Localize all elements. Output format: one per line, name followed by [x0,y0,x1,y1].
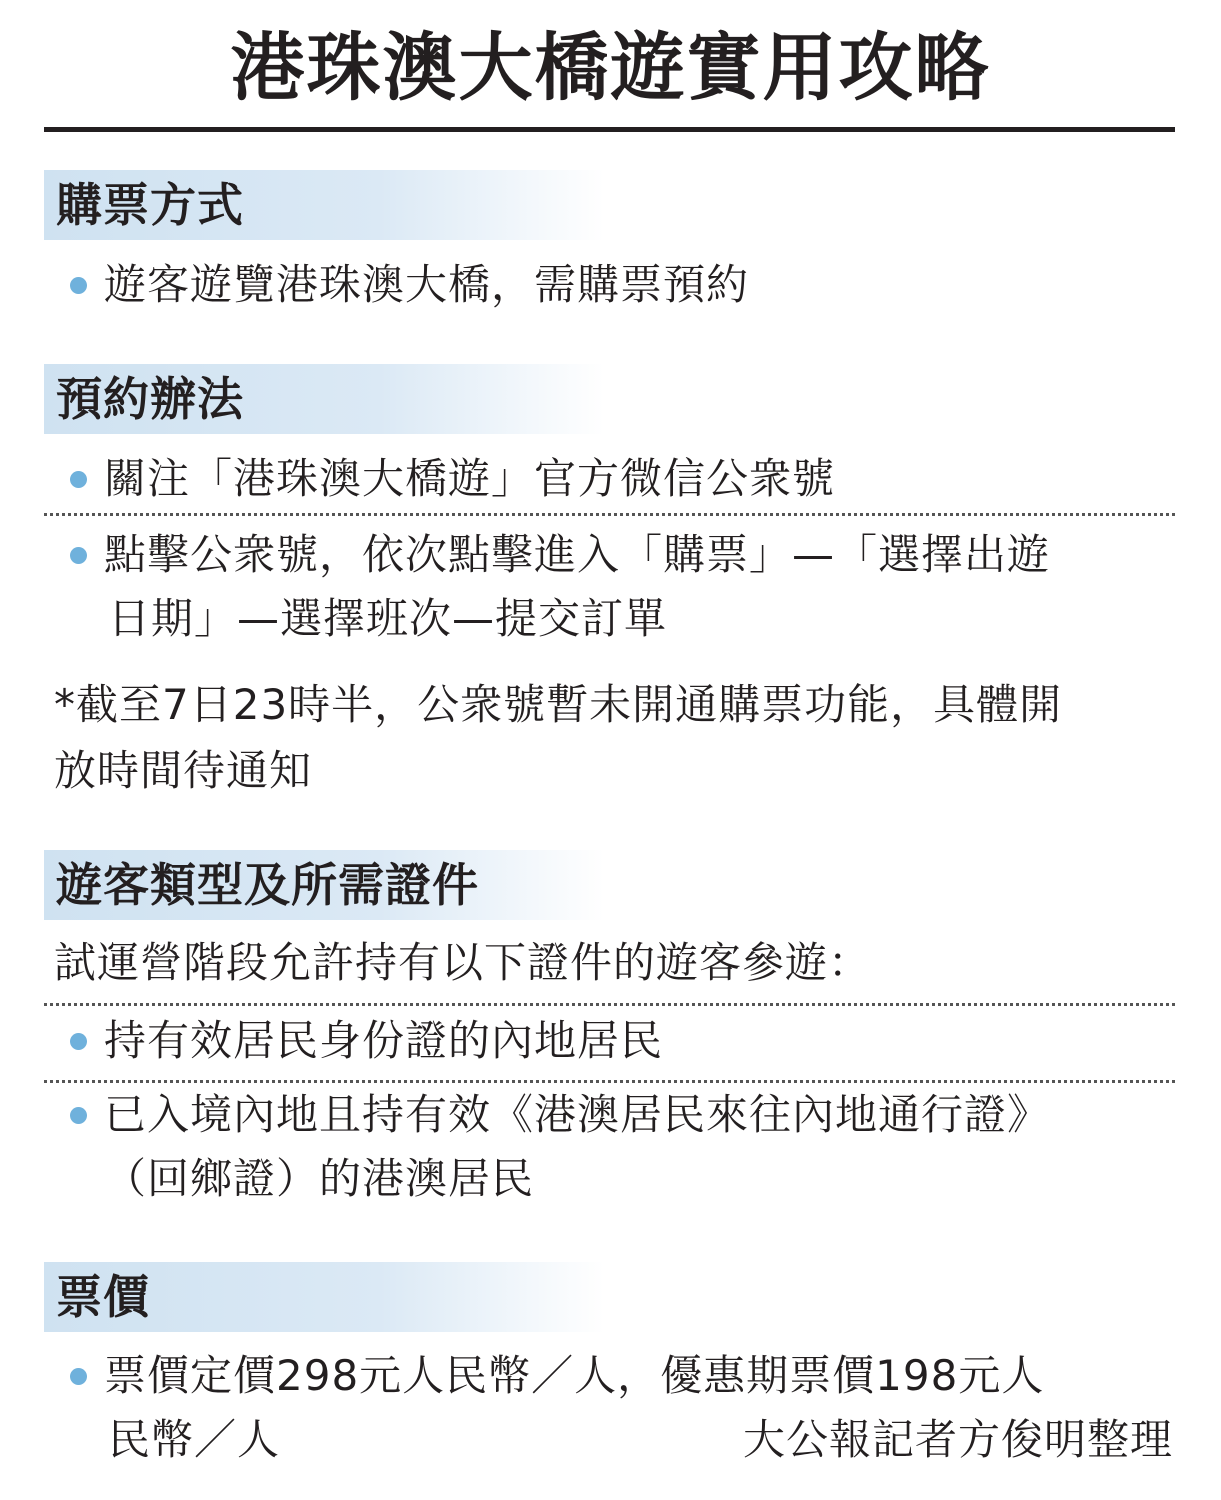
dotted-divider [44,513,1175,516]
section-heading-visitor-types [44,850,604,920]
list-item-continuation: 民幣／人 [108,1415,281,1464]
list-item: 持有效居民身份證的內地居民 [104,1016,664,1065]
dotted-divider [44,1003,1175,1006]
bullet-icon [70,277,87,294]
list-item: 票價定價298元人民幣／人，優惠期票價198元人 [104,1351,1045,1400]
title-divider [44,127,1175,132]
dotted-divider [44,1080,1175,1083]
section-heading-purchase [44,170,604,240]
bullet-icon [70,1368,87,1385]
section-heading-text: 遊客類型及所需證件 [56,858,479,912]
section-heading-text: 票價 [56,1270,150,1324]
section-heading-text: 預約辦法 [56,372,244,426]
list-item: 點擊公衆號，依次點擊進入「購票」—「選擇出遊 [104,530,1051,579]
intro-text: 試運營階段允許持有以下證件的遊客參遊： [54,938,872,987]
bullet-icon [70,471,87,488]
list-item-continuation: （回鄉證）的港澳居民 [104,1154,535,1203]
section-heading-price [44,1262,604,1332]
list-item: 關注「港珠澳大橋遊」官方微信公衆號 [104,454,836,503]
list-item-continuation: 日期」—選擇班次—提交訂單 [108,594,668,643]
note-text: *截至7日23時半，公衆號暫未開通購票功能，具體開 [54,680,1063,729]
note-text-continuation: 放時間待通知 [54,746,313,795]
bullet-icon [70,1033,87,1050]
section-heading-booking [44,364,604,434]
section-heading-text: 購票方式 [56,178,244,232]
bullet-icon [70,1107,87,1124]
credit-line: 大公報記者方俊明整理 [742,1415,1173,1464]
list-item: 已入境內地且持有效《港澳居民來往內地通行證》 [104,1090,1051,1139]
bullet-icon [70,547,87,564]
list-item: 遊客遊覽港珠澳大橋，需購票預約 [104,260,750,309]
page-title: 港珠澳大橋遊實用攻略 [230,25,991,111]
